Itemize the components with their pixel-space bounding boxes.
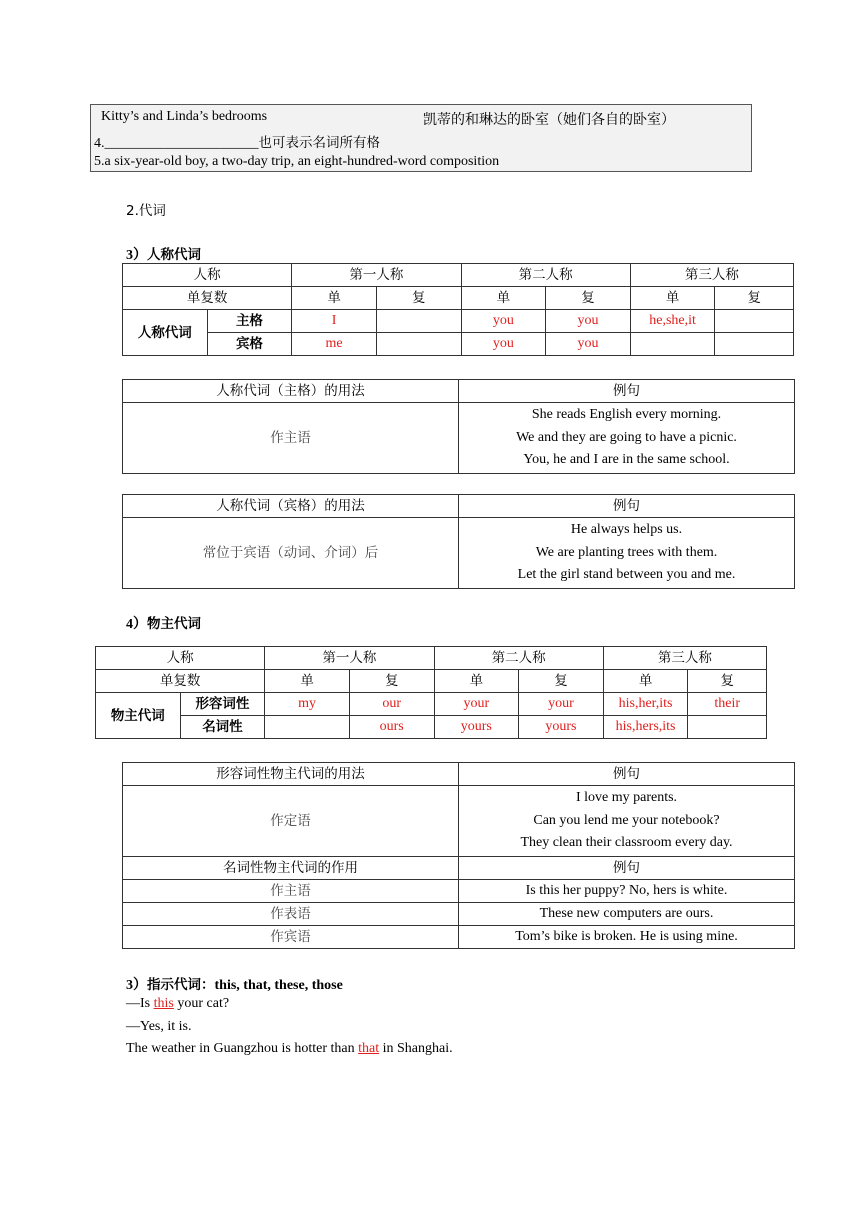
object-usage-table <box>122 494 795 589</box>
section-demonstrative-heading: 3）指示代词：this, that, these, those <box>126 977 343 993</box>
header-plural: 复 <box>519 670 604 693</box>
cell-value <box>688 716 767 739</box>
header-singular: 单 <box>265 670 350 693</box>
example-sentence: These new computers are ours. <box>459 902 795 925</box>
header-plural: 复 <box>376 287 461 310</box>
cell-value: I <box>292 310 377 333</box>
usage-subject: 作主语 <box>123 403 459 474</box>
header-example: 例句 <box>459 495 795 518</box>
cell-value: his,her,its <box>603 693 688 716</box>
example-sentence: Is this her puppy? No, hers is white. <box>459 879 795 902</box>
note-line-3: 5.a six-year-old boy, a two-day trip, an eight-hundred-word composition <box>94 154 500 169</box>
cell-value <box>715 333 794 356</box>
header-singular: 单 <box>603 670 688 693</box>
header-second-person: 第二人称 <box>461 264 630 287</box>
header-third-person: 第三人称 <box>603 647 766 670</box>
demo-line-1: —Is this your cat? <box>126 996 230 1011</box>
row-label-possessive: 物主代词 <box>96 693 181 739</box>
cell-value: his,hers,its <box>603 716 688 739</box>
possessive-usage-table <box>122 762 795 949</box>
row-noun-form: 名词性 <box>180 716 265 739</box>
header-example: 例句 <box>459 856 795 879</box>
header-person: 人称 <box>96 647 265 670</box>
cell-value: he,she,it <box>630 310 715 333</box>
cell-value <box>630 333 715 356</box>
cell-value: your <box>434 693 519 716</box>
cell-value <box>376 333 461 356</box>
header-singular: 单 <box>292 287 377 310</box>
cell-value <box>376 310 461 333</box>
header-first-person: 第一人称 <box>292 264 461 287</box>
cell-value: ours <box>349 716 434 739</box>
header-second-person: 第二人称 <box>434 647 603 670</box>
header-adj-usage: 形容词性物主代词的用法 <box>123 763 459 786</box>
header-singular: 单 <box>461 287 546 310</box>
cell-value: my <box>265 693 350 716</box>
demo-line-3: The weather in Guangzhou is hotter than that in Shanghai. <box>126 1041 453 1056</box>
cell-value: your <box>519 693 604 716</box>
example-sentence: Tom’s bike is broken. He is using mine. <box>459 925 795 948</box>
header-plural: 复 <box>546 287 631 310</box>
usage-predicative: 作表语 <box>123 902 459 925</box>
cell-value: you <box>461 310 546 333</box>
note-line-2: 4.______________________也可表示名词所有格 <box>94 135 380 151</box>
highlight-this: this <box>153 996 174 1011</box>
cell-value: their <box>688 693 767 716</box>
cell-value <box>265 716 350 739</box>
possessive-pronoun-table <box>95 646 767 739</box>
header-plural: 复 <box>715 287 794 310</box>
subject-usage-table <box>122 379 795 474</box>
section-pronoun-heading: 2.代词 <box>126 203 166 219</box>
row-adjective-form: 形容词性 <box>180 693 265 716</box>
usage-attributive: 作定语 <box>123 786 459 857</box>
header-example: 例句 <box>459 380 795 403</box>
cell-value: yours <box>519 716 604 739</box>
example-sentences: He always helps us. We are planting trees with them. Let the girl stand between you and me. <box>459 518 795 589</box>
section-possessive-heading: 4）物主代词 <box>126 616 201 632</box>
row-subject-case: 主格 <box>207 310 292 333</box>
header-subject-usage: 人称代词（主格）的用法 <box>123 380 459 403</box>
cell-value: you <box>546 333 631 356</box>
row-object-case: 宾格 <box>207 333 292 356</box>
header-first-person: 第一人称 <box>265 647 434 670</box>
note-box <box>90 104 752 172</box>
header-third-person: 第三人称 <box>630 264 793 287</box>
usage-object: 作宾语 <box>123 925 459 948</box>
header-number: 单复数 <box>96 670 265 693</box>
header-plural: 复 <box>688 670 767 693</box>
usage-object: 常位于宾语（动词、介词）后 <box>123 518 459 589</box>
header-number: 单复数 <box>123 287 292 310</box>
header-person: 人称 <box>123 264 292 287</box>
header-object-usage: 人称代词（宾格）的用法 <box>123 495 459 518</box>
example-sentences: I love my parents. Can you lend me your notebook? They clean their classroom every day. <box>459 786 795 857</box>
cell-value: me <box>292 333 377 356</box>
cell-value: you <box>546 310 631 333</box>
example-sentences: She reads English every morning. We and they are going to have a picnic. You, he and I are in the same school. <box>459 403 795 474</box>
cell-value <box>715 310 794 333</box>
note-line-1-en: Kitty’s and Linda’s bedrooms <box>101 109 268 124</box>
demo-line-2: —Yes, it is. <box>126 1019 192 1034</box>
header-plural: 复 <box>349 670 434 693</box>
highlight-that: that <box>358 1041 380 1056</box>
header-noun-usage: 名词性物主代词的作用 <box>123 856 459 879</box>
header-singular: 单 <box>434 670 519 693</box>
cell-value: you <box>461 333 546 356</box>
personal-pronoun-table <box>122 263 794 356</box>
section-personal-heading: 3）人称代词 <box>126 247 201 263</box>
header-singular: 单 <box>630 287 715 310</box>
header-example: 例句 <box>459 763 795 786</box>
note-line-1-cn: 凯蒂的和琳达的卧室（她们各自的卧室） <box>423 112 675 128</box>
cell-value: yours <box>434 716 519 739</box>
cell-value: our <box>349 693 434 716</box>
usage-subject: 作主语 <box>123 879 459 902</box>
row-label-personal: 人称代词 <box>123 310 208 356</box>
